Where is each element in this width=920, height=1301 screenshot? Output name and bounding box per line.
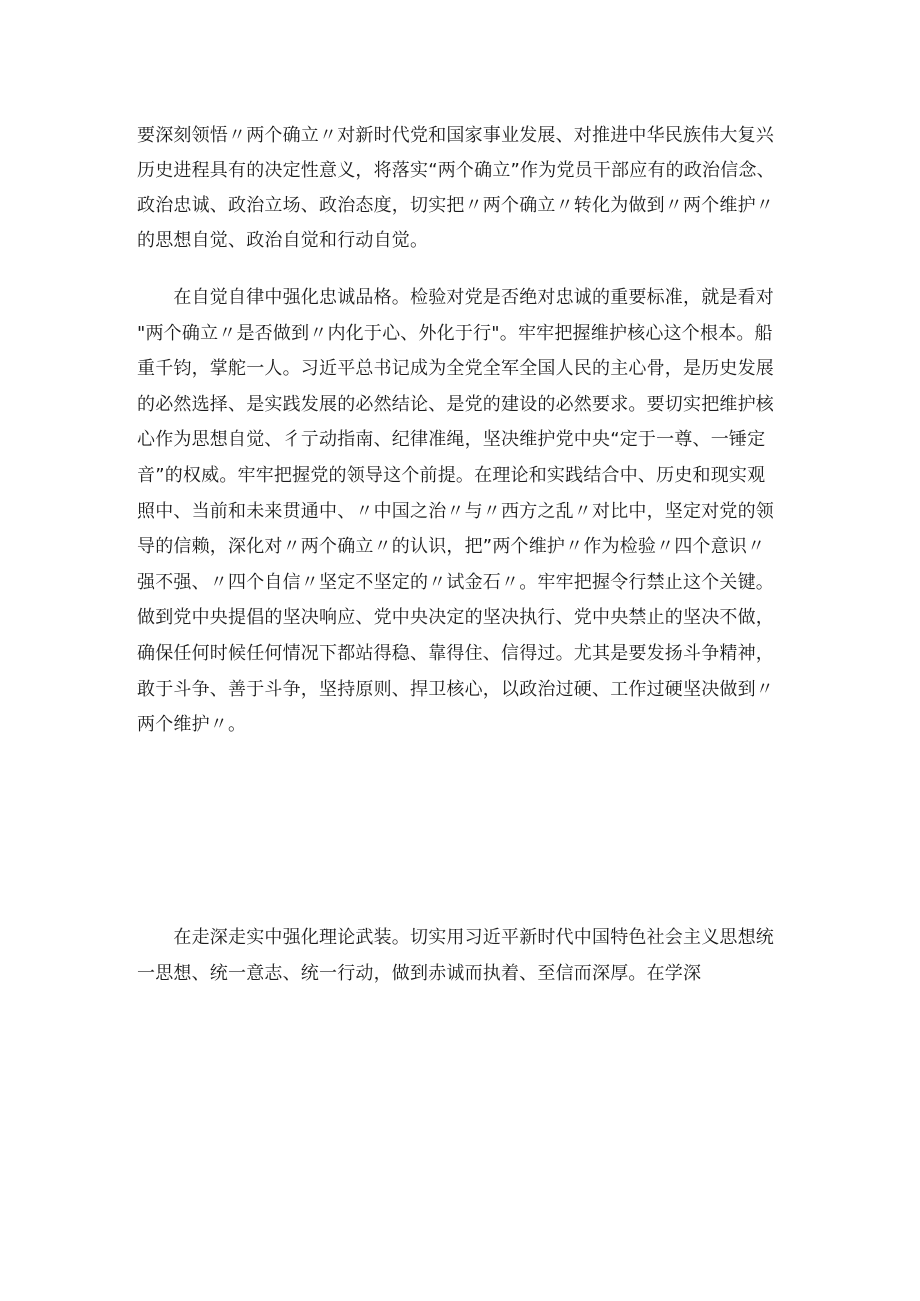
paragraph-3	[137, 920, 807, 991]
text-line: 两个维护〃。	[137, 714, 247, 736]
text-line: 重千钧，掌舵一人。习近平总书记成为全党全军全国人民的主心骨，是历史发展	[137, 358, 774, 380]
paragraph-1	[137, 118, 807, 258]
text-line: 照中、当前和未来贯通中、〃中国之治〃与〃西方之乱〃对比中，坚定对党的领	[137, 500, 774, 522]
text-line: 强不强、〃四个自信〃坚定不坚定的〃试金石〃。牢牢把握令行禁止这个关键。	[137, 571, 774, 593]
text-line: 的必然选择、是实践发展的必然结论、是党的建设的必然要求。要切实把维护核	[137, 393, 774, 415]
text-line: 敢于斗争、善于斗争，坚持原则、捍卫核心，以政治过硬、工作过硬坚决做到〃	[137, 678, 774, 700]
text-line: 要深刻领悟〃两个确立〃对新时代党和国家事业发展、对推进中华民族伟大复兴	[137, 125, 774, 146]
text-line: 做到党中央提倡的坚决响应、党中央决定的坚决执行、党中央禁止的坚决不做，	[137, 607, 774, 629]
paragraph-2	[137, 280, 807, 743]
text-line: 一思想、统一意志、统一行动，做到赤诚而执着、至信而深厚。在学深	[137, 962, 702, 984]
text-line: 确保任何时候任何情况下都站得稳、靠得住、信得过。尤其是要发扬斗争精神，	[137, 642, 774, 664]
text-line: 政治忠诚、政治立场、政治态度，切实把〃两个确立〃转化为做到〃两个维护〃	[137, 195, 774, 216]
text-line: 导的信赖，深化对〃两个确立〃的认识，把”两个维护〃作为检验〃四个意识〃	[137, 536, 766, 558]
text-line: 在自觉自律中强化忠诚品格。检验对党是否绝对忠诚的重要标准，就是看对	[137, 287, 774, 308]
text-line: 心作为思想自觉、彳亍动指南、纪律准绳，坚决维护党中央“定于一尊、一锤定	[137, 429, 766, 451]
text-line: 历史进程具有的决定性意义，将落实“两个确立”作为党员干部应有的政治信念、	[137, 160, 775, 181]
text-line: "两个确立〃是否做到〃内化于心、外化于行"。牢牢把握维护核心这个根本。船	[137, 322, 773, 344]
text-line: 音”的权威。牢牢把握党的领导这个前提。在理论和实践结合中、历史和现实观	[137, 464, 766, 486]
text-line: 在走深走实中强化理论武装。切实用习近平新时代中国特色社会主义思想统	[137, 927, 774, 948]
text-line: 的思想自觉、政治自觉和行动自觉。	[137, 230, 429, 251]
